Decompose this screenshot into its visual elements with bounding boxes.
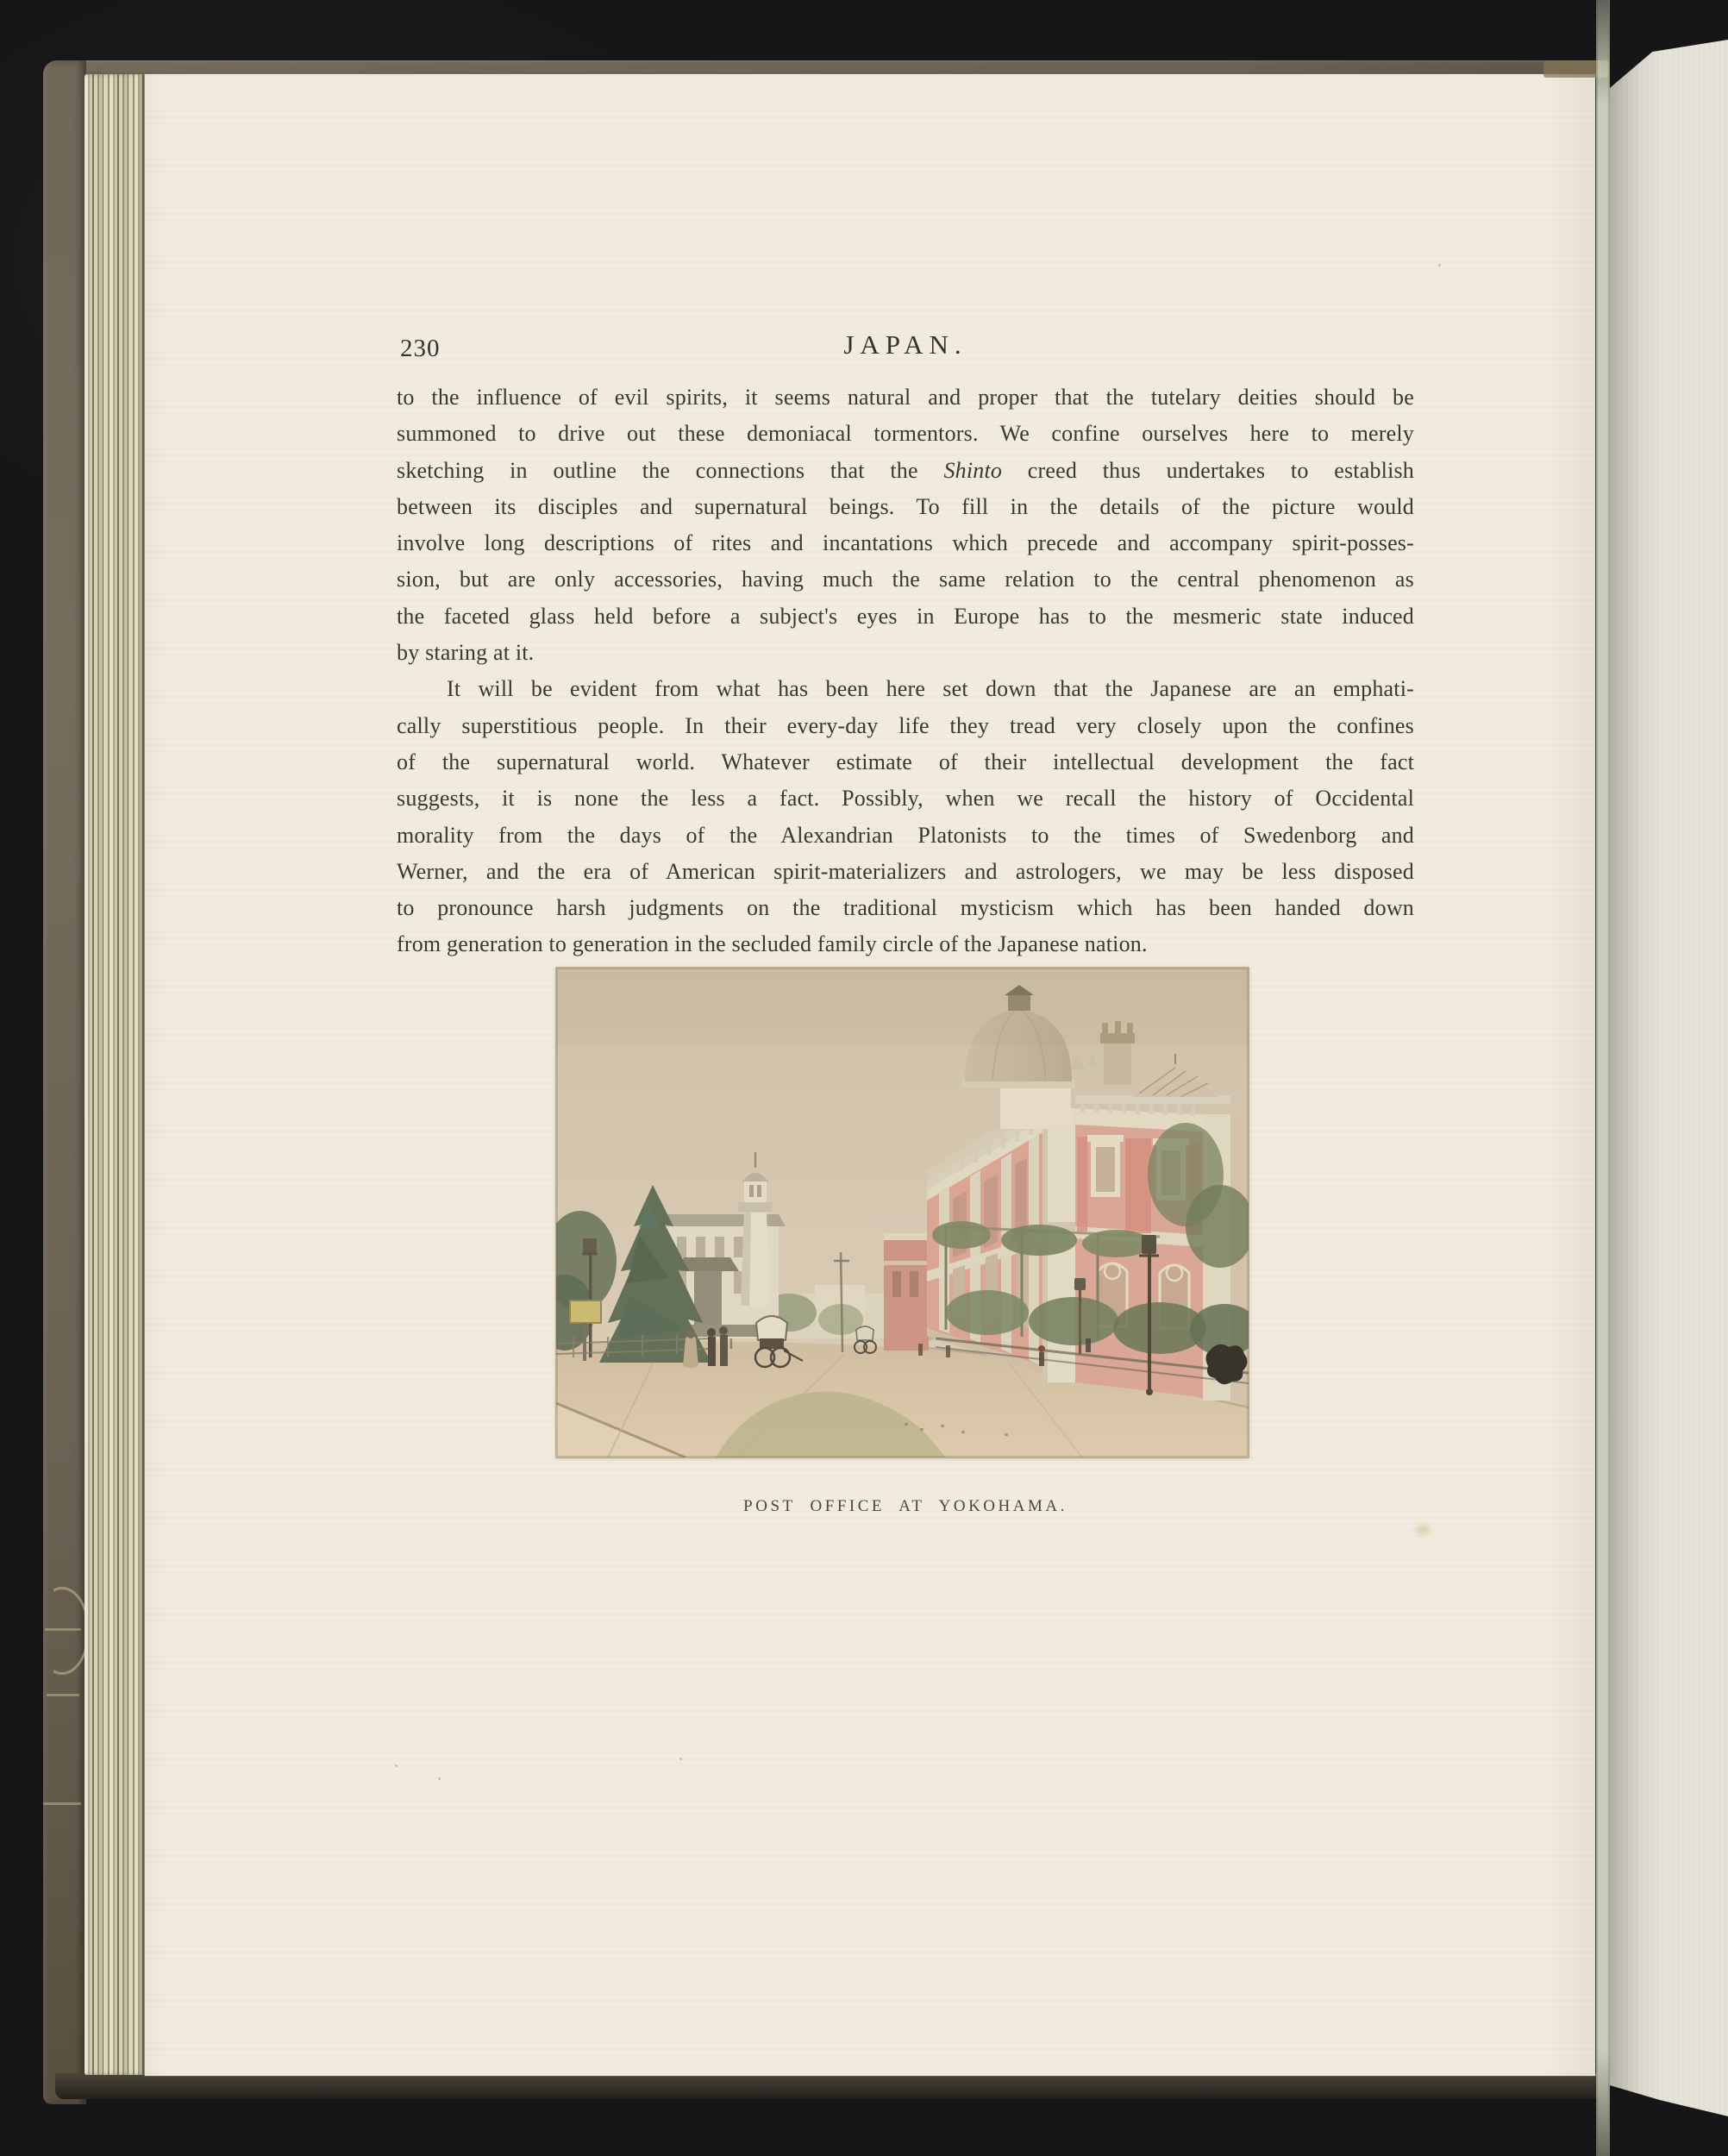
photo-caption: POST OFFICE AT YOKOHAMA.: [743, 1497, 1067, 1515]
text-line: by staring at it.: [397, 640, 535, 666]
photo-post-office-yokohama: [556, 968, 1249, 1457]
page-number: 230: [400, 335, 441, 362]
text-line: sion, but are only accessories, having much the same relation to the central phenomenon as: [397, 567, 1414, 592]
running-title: JAPAN.: [843, 329, 967, 360]
text-line: of the supernatural world. Whatever estimate of their intellectual development the fact: [397, 749, 1414, 774]
book-page: [145, 74, 1595, 2076]
cover-scratch-mark: [43, 1802, 81, 1805]
photo-top-vignette: [556, 968, 1249, 1045]
tissue-guard-edge: [1596, 0, 1610, 2156]
text-segment: creed thus undertakes to establish: [1002, 457, 1415, 483]
italic-word: Shinto: [943, 457, 1003, 483]
page-header: [397, 329, 1414, 367]
stacked-page-edges: [85, 74, 145, 2075]
text-line: between its disciples and supernatural beings. To fill in the details of the picture would: [397, 493, 1414, 519]
text-line: from generation to generation in the secluded family circle of the Japanese nation.: [397, 931, 1148, 957]
text-line: involve long descriptions of rites and incantations which precede and accompany spirit-posses-: [397, 530, 1414, 556]
text-line: to pronounce harsh judgments on the traditional mysticism which has been handed down: [397, 895, 1414, 921]
text-line: the faceted glass held before a subject's eyes in Europe has to the mesmeric state induced: [397, 603, 1414, 629]
book-cover-spine-edge: [43, 60, 86, 2104]
book-cover-bottom-edge: [55, 2073, 1599, 2099]
text-line: Werner, and the era of American spirit-materializers and astrologers, we may be less disposed: [397, 858, 1414, 884]
facing-page: [1610, 34, 1728, 2122]
page-stain: [1416, 1525, 1430, 1535]
text-line: [397, 453, 1414, 489]
cover-scratch-mark: [45, 1628, 81, 1631]
cover-scratch-mark: [47, 1694, 79, 1696]
text-line: summoned to drive out these demoniacal tormentors. We confine ourselves here to merely: [397, 421, 1414, 447]
text-line: suggests, it is none the less a fact. Possibly, when we recall the history of Occidental: [397, 786, 1414, 812]
body-text: [397, 379, 1414, 963]
text-line: cally superstitious people. In their every-day life they tread very closely upon the confines: [397, 712, 1414, 738]
text-segment: sketching in outline the connections that the: [397, 457, 944, 483]
text-line: It will be evident from what has been here set down that the Japanese are an emphati-: [447, 676, 1414, 702]
text-line: morality from the days of the Alexandrian Platonists to the times of Swedenborg and: [397, 822, 1414, 848]
text-line: to the influence of evil spirits, it seems natural and proper that the tutelary deities should be: [397, 385, 1414, 410]
